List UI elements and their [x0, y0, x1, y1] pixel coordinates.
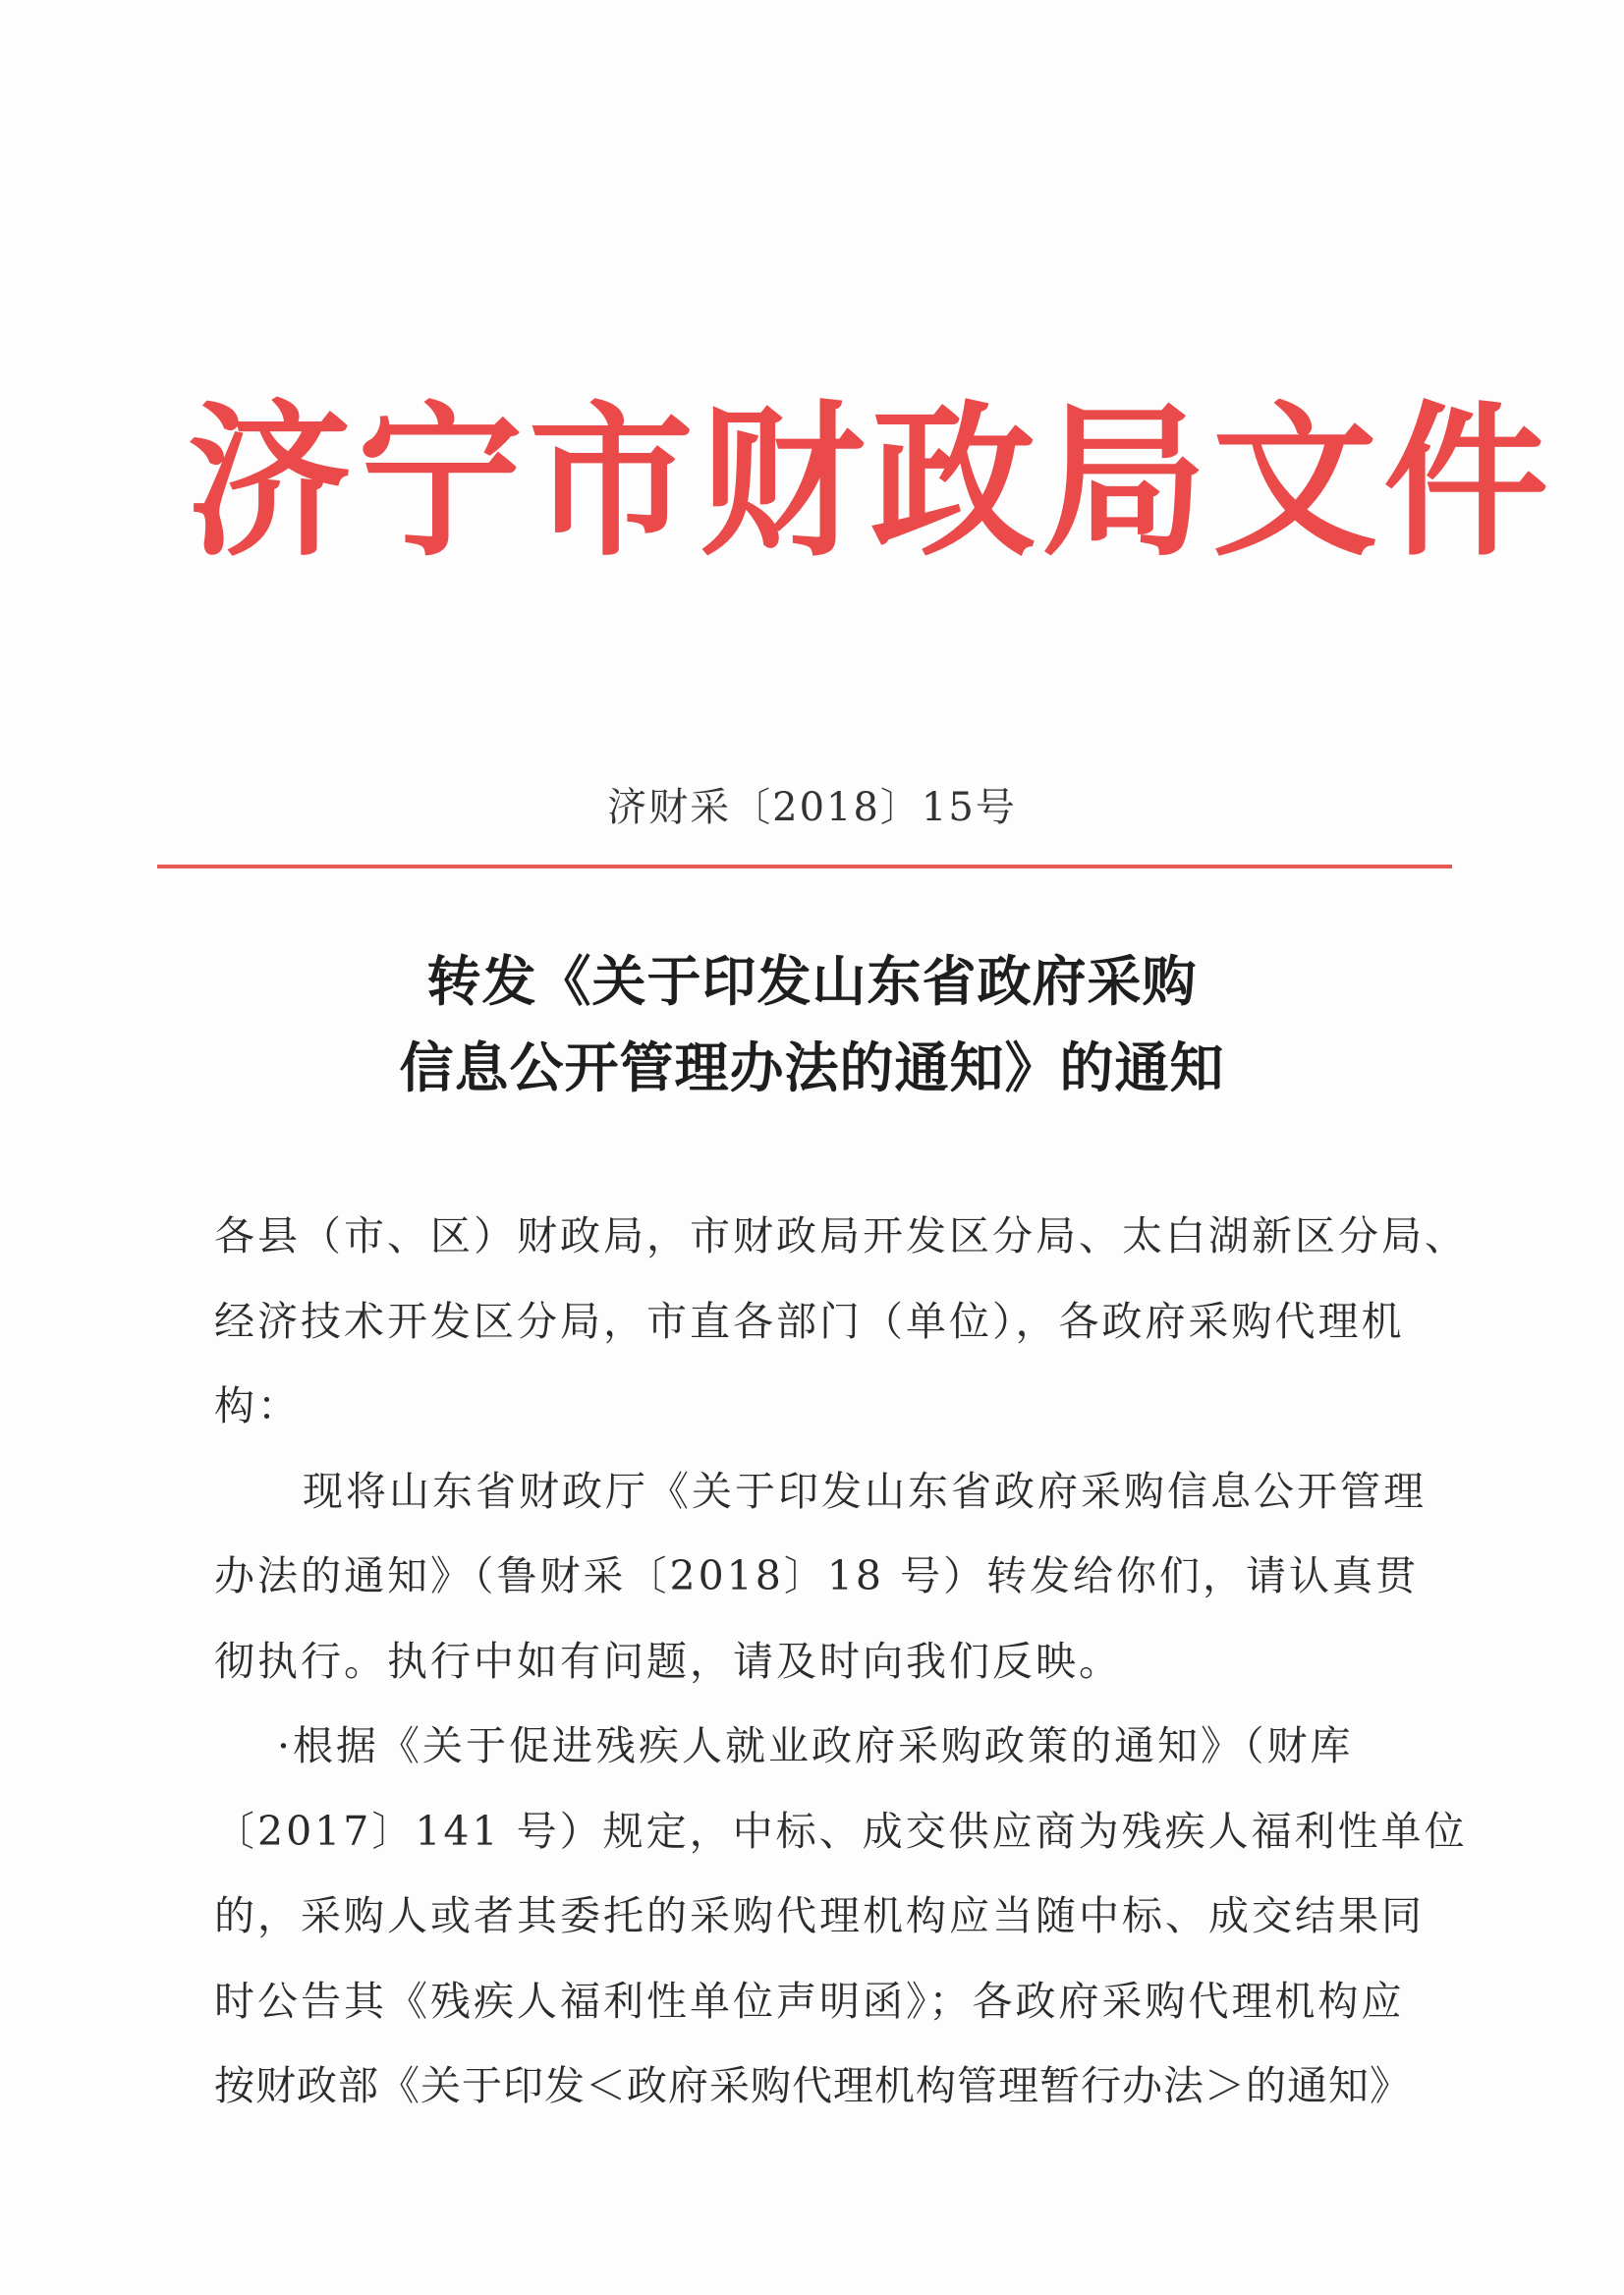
document-number: 济财采〔2018〕15号 [607, 785, 1017, 830]
addressee-line: 各县（市、区）财政局，市财政局开发区分局、太白湖新区分局、 [214, 1212, 1468, 1259]
paragraph-line: 按财政部《关于印发＜政府采购代理机构管理暂行办法＞的通知》 [214, 2062, 1411, 2109]
document-title [0, 938, 1624, 1111]
paragraph-line: 现将山东省财政厅《关于印发山东省政府采购信息公开管理 [303, 1467, 1427, 1515]
paragraph-line: 时公告其《残疾人福利性单位声明函》；各政府采购代理机构应 [214, 1977, 1405, 2025]
addressee-line: 构： [214, 1382, 301, 1429]
title-line-1: 转发《关于印发山东省政府采购 [426, 949, 1198, 1013]
paragraph-line: 〔2017〕141 号）规定，中标、成交供应商为残疾人福利性单位 [214, 1807, 1468, 1855]
document-body [214, 1194, 1468, 2129]
paragraph-line: ·根据《关于促进残疾人就业政府采购政策的通知》（财库 [277, 1722, 1354, 1769]
paragraph-line: 彻执行。执行中如有问题，请及时向我们反映。 [214, 1637, 1122, 1685]
paragraph-line: 办法的通知》（鲁财采〔2018〕18 号）转发给你们，请认真贯 [214, 1552, 1420, 1599]
title-line-2: 信息公开管理办法的通知》的通知 [399, 1036, 1225, 1099]
addressee-line: 经济技术开发区分局，市直各部门（单位），各政府采购代理机 [214, 1297, 1405, 1345]
red-divider-line [157, 865, 1452, 868]
masthead-title: 济宁市财政局文件 [187, 384, 1554, 579]
paragraph-line: 的，采购人或者其委托的采购代理机构应当随中标、成交结果同 [214, 1892, 1425, 1939]
